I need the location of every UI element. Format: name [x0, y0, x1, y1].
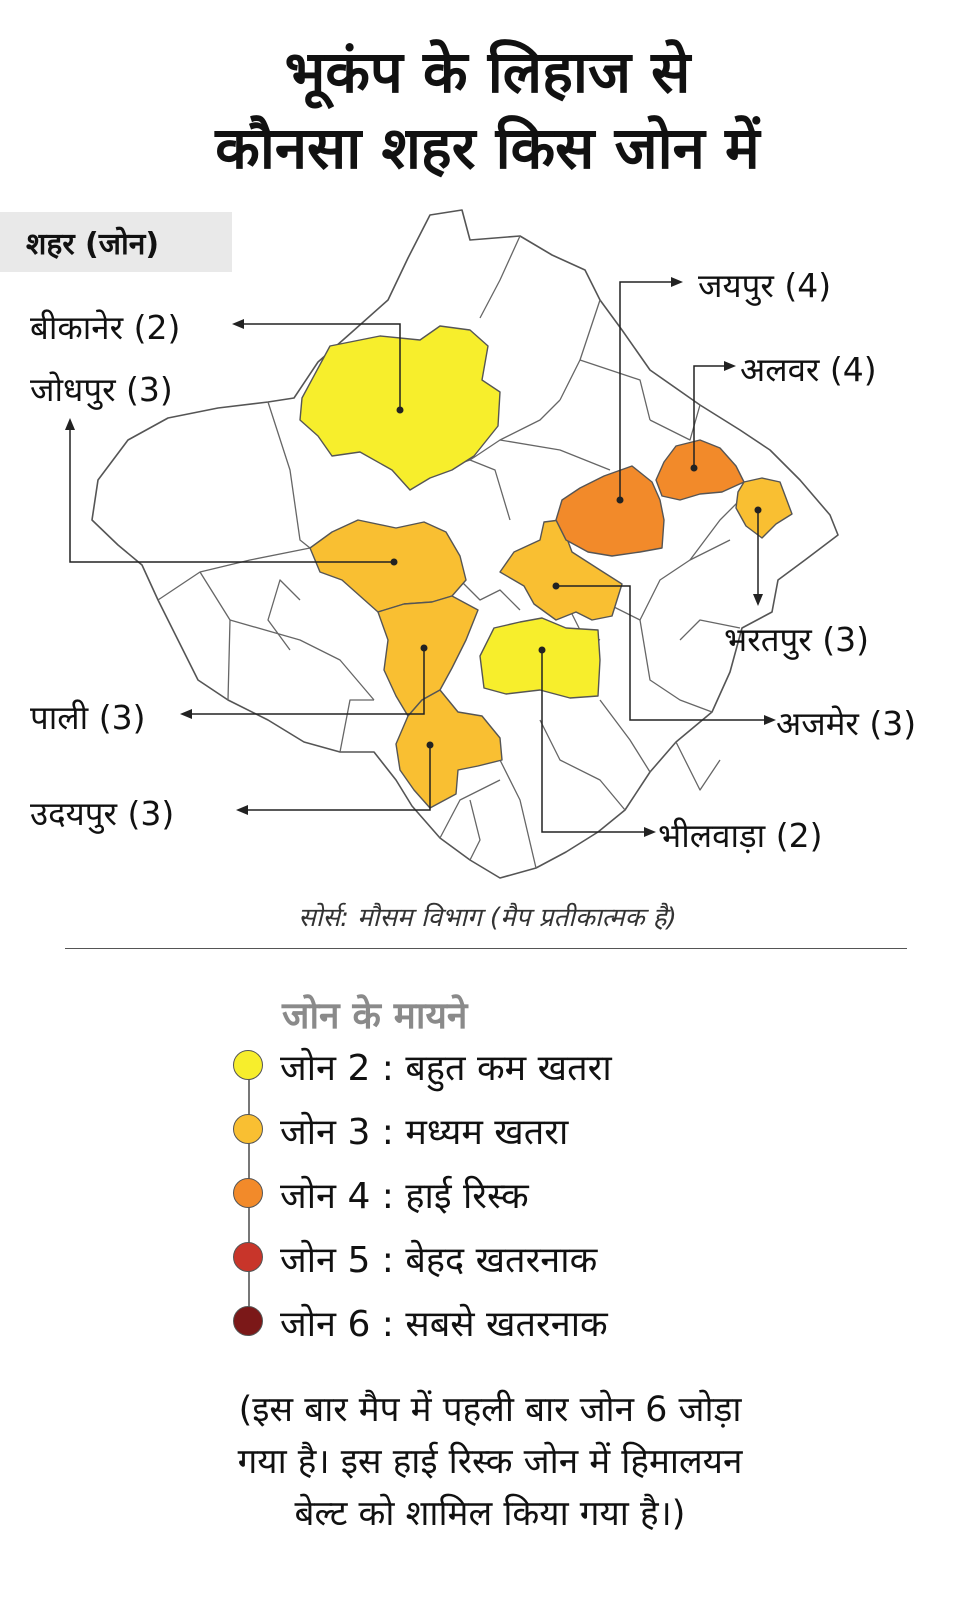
zone-6-label: जोन 6 : सबसे खतरनाक [280, 1304, 608, 1345]
city-label-pali: पाली (3) [30, 698, 146, 737]
legend-item-zone-6 [230, 1302, 930, 1345]
city-label-udaipur: उदयपुर (3) [30, 794, 175, 833]
page-title-line-1: भूकंप के लिहाज से [284, 38, 691, 106]
section-divider [65, 948, 907, 949]
district-bhilwara [480, 618, 600, 698]
zone-2-label: जोन 2 : बहुत कम खतरा [280, 1048, 612, 1089]
legend-item-zone-3 [230, 1110, 930, 1153]
zone-legend [230, 1046, 930, 1346]
city-label-bhilwara: भीलवाड़ा (2) [658, 816, 823, 855]
zone-3-color-dot [233, 1114, 263, 1144]
note-line-3: बेल्ट को शामिल किया गया है।) [294, 1494, 686, 1534]
zone-3-label: जोन 3 : मध्यम खतरा [280, 1112, 569, 1153]
zone-2-color-dot [233, 1050, 263, 1080]
page-title-line-2: कौनसा शहर किस जोन में [215, 114, 760, 182]
legend-title: जोन के मायने [282, 994, 468, 1037]
zone-4-label: जोन 4 : हाई रिस्क [280, 1176, 529, 1217]
zone-6-note [150, 1384, 830, 1540]
city-label-jodhpur: जोधपुर (3) [30, 370, 173, 409]
zone-5-label: जोन 5 : बेहद खतरनाक [280, 1240, 598, 1281]
note-line-1: (इस बार मैप में पहली बार जोन 6 जोड़ा [238, 1390, 742, 1430]
city-label-jaipur: जयपुर (4) [698, 266, 832, 305]
rajasthan-state-outline [92, 210, 838, 878]
city-label-bharatpur: भरतपुर (3) [724, 620, 869, 659]
legend-item-zone-4 [230, 1174, 930, 1217]
city-label-alwar: अलवर (4) [740, 350, 877, 389]
source-note: सोर्स: मौसम विभाग (मैप प्रतीकात्मक है) [298, 903, 677, 933]
zone-5-color-dot [233, 1242, 263, 1272]
zone-4-color-dot [233, 1178, 263, 1208]
zone-6-color-dot [233, 1306, 263, 1336]
legend-item-zone-2 [230, 1046, 930, 1089]
legend-item-zone-5 [230, 1238, 930, 1281]
city-label-bikaner: बीकानेर (2) [30, 308, 181, 347]
note-line-2: गया है। इस हाई रिस्क जोन में हिमालयन [237, 1442, 743, 1482]
city-label-ajmer: अजमेर (3) [776, 704, 917, 743]
city-zone-header-label: शहर (जोन) [26, 227, 160, 262]
